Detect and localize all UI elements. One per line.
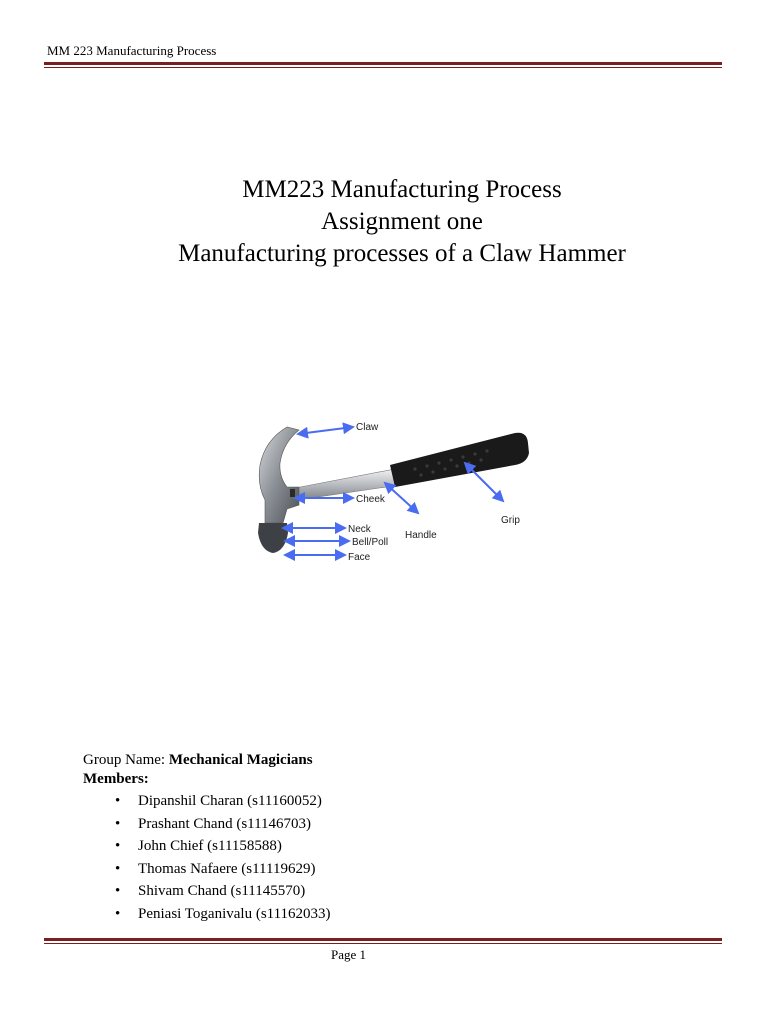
list-item — [114, 835, 331, 858]
bullet: • — [115, 838, 121, 855]
label-neck: Neck — [348, 524, 371, 535]
title-block — [0, 174, 768, 270]
member-name: Prashant Chand (s11146703) — [138, 815, 312, 832]
title-line-2: Assignment one — [321, 208, 483, 235]
hammer-head — [258, 427, 299, 553]
label-face: Face — [348, 552, 371, 563]
title-line-3: Manufacturing processes of a Claw Hammer — [178, 240, 626, 267]
list-item — [114, 858, 331, 881]
list-item — [114, 790, 331, 813]
list-item — [114, 903, 331, 926]
running-header: MM 223 Manufacturing Process — [47, 43, 217, 58]
group-info — [83, 751, 313, 789]
footer-rule — [44, 938, 722, 944]
group-name-label: Group Name: — [83, 752, 166, 768]
group-name-line — [83, 751, 313, 770]
list-item — [114, 880, 331, 903]
bullet: • — [115, 815, 121, 832]
page-number: Page 1 — [330, 947, 367, 962]
hammer-grip — [390, 433, 529, 487]
header-rule — [44, 62, 722, 68]
members-label: Members: — [83, 771, 149, 787]
member-name: Dipanshil Charan (s11160052) — [138, 793, 322, 809]
member-name: Shivam Chand (s11145570) — [138, 883, 306, 900]
bullet: • — [115, 883, 121, 900]
member-name: Peniasi Toganivalu (s11162033) — [138, 905, 331, 922]
list-item — [114, 813, 331, 836]
label-handle: Handle — [405, 530, 437, 541]
bullet: • — [115, 905, 121, 922]
member-name: Thomas Nafaere (s11119629) — [138, 860, 316, 877]
label-grip: Grip — [501, 515, 520, 526]
label-cheek: Cheek — [356, 494, 385, 505]
label-bell-poll: Bell/Poll — [352, 537, 389, 548]
claw-hammer-diagram — [235, 405, 545, 575]
bullet: • — [115, 793, 121, 809]
member-name: John Chief (s11158588) — [138, 838, 282, 855]
bullet: • — [115, 860, 121, 877]
group-name: Mechanical Magicians — [168, 752, 313, 768]
title-line-1: MM223 Manufacturing Process — [242, 176, 562, 203]
label-claw: Claw — [356, 422, 379, 433]
members-list — [114, 790, 331, 926]
